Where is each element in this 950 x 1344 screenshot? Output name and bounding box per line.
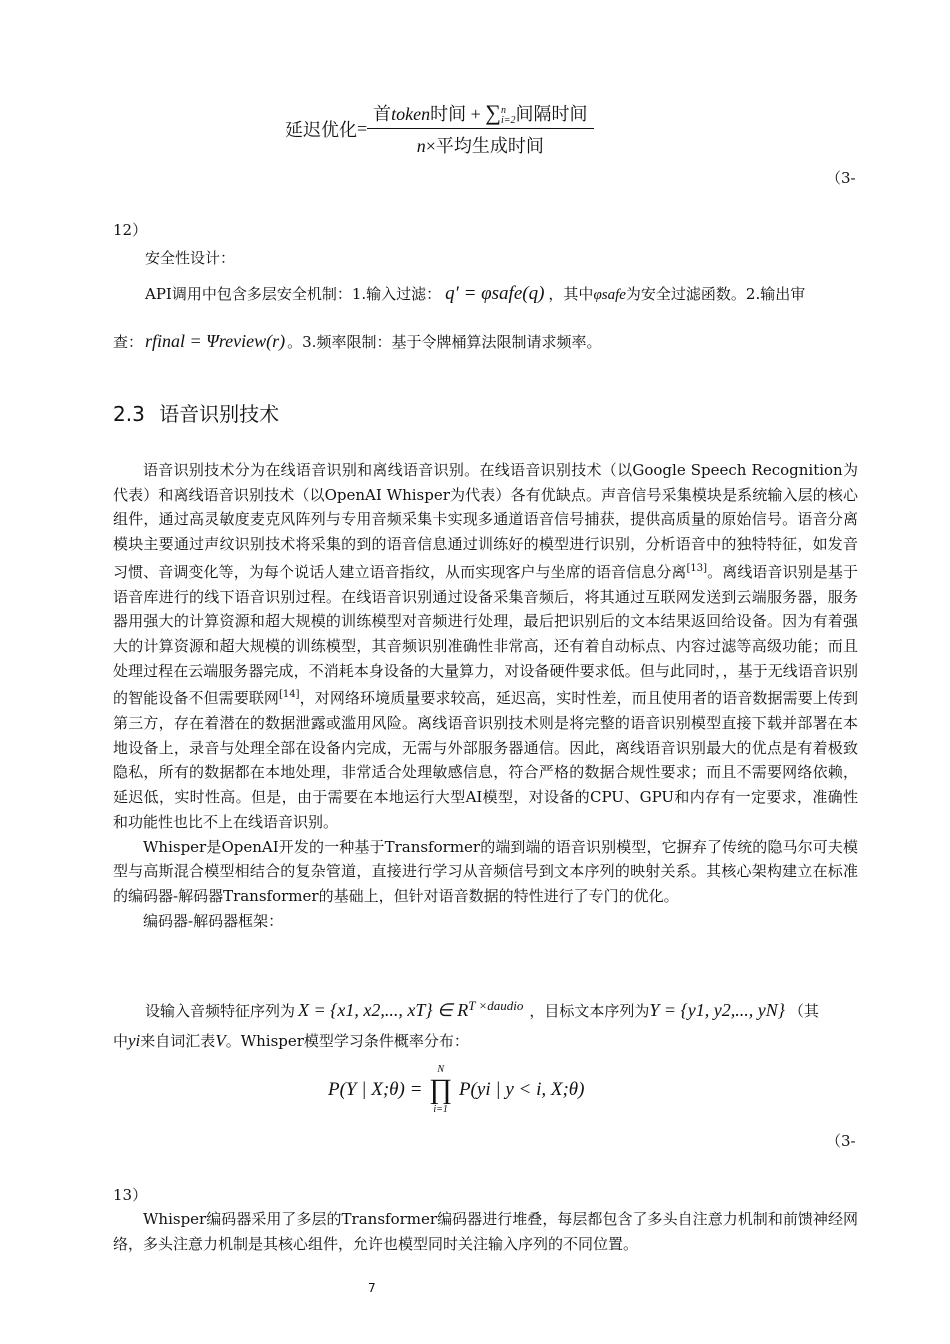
- sum-lower: i=2: [500, 114, 516, 126]
- target-sequence-formula: Y = {y1, y2,..., yN}: [649, 1000, 785, 1020]
- paragraph-1: [113, 458, 858, 835]
- section-number: 2.3: [113, 402, 145, 426]
- encdec-line1-text: 设输入音频特征序列为: [145, 1002, 296, 1020]
- encdec-line2-mid: 来自词汇表: [140, 1032, 216, 1050]
- security-line1-end: 为安全过滤函数。2.输出审: [625, 285, 806, 303]
- vocab-symbol: V: [215, 1031, 226, 1050]
- eq-fraction: 首token时间 + ∑n i=2间隔时间 n×平均生成时间: [367, 100, 593, 158]
- eq13-lhs: P(Y | X;θ) =: [328, 1079, 423, 1100]
- page-number: 7: [368, 1281, 376, 1295]
- den-rest: 平均生成时间: [435, 136, 544, 156]
- num-a: 首: [373, 104, 392, 124]
- prod-lower: i=1: [433, 1104, 448, 1115]
- security-line1-mid: ，其中: [548, 285, 594, 303]
- dimension-superscript: T ×daudio: [468, 998, 524, 1013]
- eq-lhs: 延迟优化: [285, 120, 357, 140]
- section-heading: [113, 398, 279, 427]
- body-block: [113, 458, 858, 933]
- security-line2-end: 。3.频率限制：基于令牌桶算法限制请求频率。: [287, 333, 602, 351]
- eq-tag-3-12-close: 12）: [113, 221, 148, 239]
- security-heading: 安全性设计：: [145, 249, 236, 267]
- security-line1-text: API调用中包含多层安全机制：1.输入过滤：: [145, 285, 442, 303]
- prod-upper: N: [437, 1064, 444, 1075]
- input-filter-formula: q′ = φsafe(q): [445, 283, 545, 304]
- p1-part-a: 语音识别技术分为在线语音识别和离线语音识别。在线语音识别技术（以Google Speech Recognition为代表）和离线语音识别技术（以OpenAI Whisper为代表）各有优缺点。声音信号采集模块是系统输入层的核心组件，通过高灵敏度麦克风阵列与专用音频采集卡实现多通道语音信号捕获，提供高质量的原始信号。语音分离模块主要通过声纹识别技术将采集的到的语音信息通过训练好的模型进行识别，分析语音中的独特特征，如发音习惯、音调变化等，为每个说话人建立语音指纹，从而实现客户与坐席的语音信息分离: [113, 461, 858, 581]
- encdec-line1-mid: ，目标文本序列为: [529, 1002, 650, 1020]
- citation-13: [13]: [686, 562, 708, 574]
- citation-14: [14]: [279, 689, 300, 701]
- paragraph-3: Whisper编码器采用了多层的Transformer编码器进行堆叠，每层都包含了多头自注意力机制和前馈神经网络，多头注意力机制是其核心组件，允许也模型同时关注输入序列的不同位置。: [113, 1210, 858, 1253]
- eq-tag-3-12-open: （3-: [826, 169, 856, 187]
- num-token: token: [391, 104, 431, 124]
- encdec-line-2: [113, 1030, 469, 1051]
- encdec-line1-end: （其: [788, 1002, 819, 1020]
- den-n: n: [416, 136, 426, 156]
- num-b: 时间: [430, 104, 467, 124]
- p1-part-c: ，对网络环境质量要求较高，延迟高，实时性差，而且使用者的语音数据需要上传到第三方，存在着潜在的数据泄露或滥用风险。离线语音识别技术则是将完整的语音识别模型直接下载并部署在本地设备上，录音与处理全部在设备内完成，无需与外部服务器通信。因此，离线语音识别最大的优点是有着极致隐私，所有的数据都在本地处理，非常适合处理敏感信息，符合严格的数据合规性要求；而且不需要网络依赖，延迟低，实时性高。但是，由于需要在本地运行大型AI模型，对设备的CPU、GPU和内存有一定要求，准确性和功能性也比不上在线语音识别。: [113, 689, 858, 831]
- equation-3-12: 延迟优化= 首token时间 + ∑n i=2间隔时间 n×平均生成时间: [285, 100, 594, 160]
- sum-upper: n: [500, 104, 506, 116]
- paragraph-3-block: [113, 1207, 858, 1256]
- output-review-formula: rfinal = Ψreview(r): [145, 331, 286, 351]
- eq-tag-3-13-close: 13）: [113, 1186, 148, 1204]
- equation-3-13: P(Y | X;θ) = N ∏ i=1 P(yi | y < i, X;θ): [328, 1064, 585, 1115]
- input-sequence-formula: X = {x1, x2,..., xT} ∈ R: [298, 1000, 469, 1020]
- phi-safe-symbol: φsafe: [593, 287, 626, 303]
- security-line-1: [145, 283, 805, 305]
- yi-symbol: yi: [128, 1031, 141, 1050]
- encdec-line2-text: 中: [113, 1032, 129, 1050]
- num-c: 间隔时间: [515, 104, 588, 124]
- eq13-rhs: P(yi | y < i, X;θ): [458, 1079, 585, 1100]
- encdec-line-1: [145, 998, 819, 1021]
- section-title: 语音识别技术: [159, 402, 280, 426]
- encoder-decoder-heading: 编码器-解码器框架：: [143, 911, 284, 930]
- eq-tag-3-13-open: （3-: [826, 1132, 856, 1150]
- paragraph-2: Whisper是OpenAI开发的一种基于Transformer的端到端的语音识别模型，它摒弃了传统的隐马尔可夫模型与高斯混合模型相结合的复杂管道，直接进行学习从音频信号到文本序列的映射关系。其核心架构建立在标准的编码器-解码器Transformer的基础上，但针对语音数据的特性进行了专门的优化。: [113, 837, 858, 905]
- security-line2-text: 查：: [113, 333, 144, 351]
- security-line-2: [113, 331, 601, 352]
- encdec-line2-end: 。Whisper模型学习条件概率分布：: [225, 1032, 469, 1050]
- p1-part-b: 。离线语音识别是基于语音库进行的线下语音识别过程。在线语音识别通过设备采集音频后，将其通过互联网发送到云端服务器，服务器用强大的计算资源和超大规模的训练模型对音频进行处理，最后把识别后的文本结果返回给设备。因为有着强大的计算资源和超大规模的训练模型，其音频识别准确性非常高，还有着自动标点、内容过滤等高级功能；而且处理过程在云端服务器完成，不消耗本身设备的大量算力，对设备硬件要求低。但与此同时，，基于无线语音识别的智能设备不但需要联网: [113, 562, 858, 708]
